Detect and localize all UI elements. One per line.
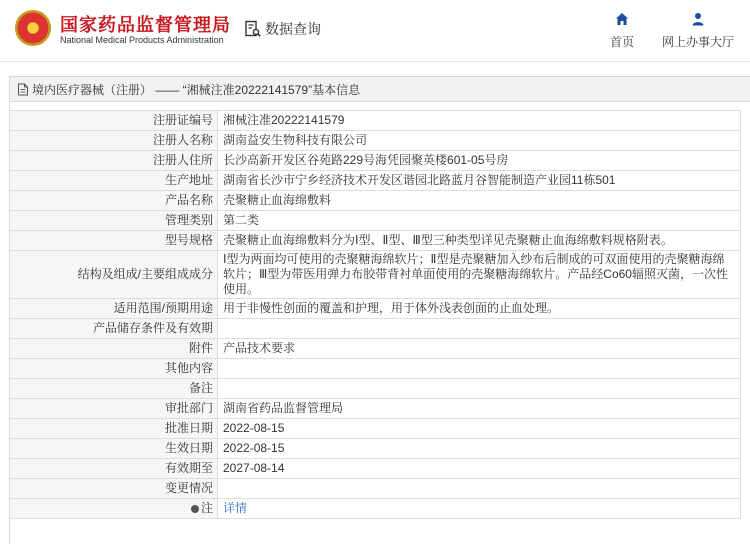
table-row — [10, 111, 741, 131]
field-label: 备注 — [10, 379, 218, 399]
nav-online-label: 网上办事大厅 — [661, 35, 734, 49]
field-value: 产品技术要求 — [218, 339, 741, 359]
panel-title-bar — [10, 77, 750, 102]
field-label: 审批部门 — [10, 399, 218, 419]
field-value: 2027-08-14 — [218, 459, 741, 479]
field-value: 壳聚糖止血海绵敷料分为Ⅰ型、Ⅱ型、Ⅲ型三种类型详见壳聚糖止血海绵敷料规格附表。 — [218, 231, 741, 251]
field-label: 注册人住所 — [10, 151, 218, 171]
table-row — [10, 231, 741, 251]
table-row — [10, 459, 741, 479]
table-row — [10, 359, 741, 379]
info-table-wrap — [9, 110, 741, 519]
field-value: 壳聚糖止血海绵敷料 — [218, 191, 741, 211]
field-label: 管理类别 — [10, 211, 218, 231]
nav-online-service[interactable] — [660, 12, 736, 50]
table-row — [10, 299, 741, 319]
field-value: 长沙高新开发区谷苑路229号海凭园聚英楼601-05号房 — [218, 151, 741, 171]
field-label: 产品储存条件及有效期 — [10, 319, 218, 339]
field-label: 适用范围/预期用途 — [10, 299, 218, 319]
table-row — [10, 439, 741, 459]
field-label: 批准日期 — [10, 419, 218, 439]
field-value: Ⅰ型为两面均可使用的壳聚糖海绵软片；Ⅱ型是壳聚糖加入纱布后制成的可双面使用的壳聚糖海绵软片；Ⅲ型为带医用弹力布胶带背衬单面使用的壳聚糖海绵软片。产品经Co60辐照灭菌，一次性使用。 — [218, 251, 741, 299]
note-row — [10, 499, 741, 519]
field-label: 结构及组成/主要组成成分 — [10, 251, 218, 299]
field-value — [218, 319, 741, 339]
field-label: 注册证编号 — [10, 111, 218, 131]
panel-title: 境内医疗器械（注册） —— “湘械注准20222141579”基本信息 — [32, 82, 361, 97]
data-query-label: 数据查询 — [265, 21, 321, 37]
nav-home-label: 首页 — [609, 35, 634, 49]
field-label: 其他内容 — [10, 359, 218, 379]
note-key — [10, 499, 218, 519]
table-row — [10, 251, 741, 299]
field-value: 湘械注准20222141579 — [218, 111, 741, 131]
bulb-icon — [191, 505, 199, 513]
info-table — [9, 110, 741, 519]
field-value: 2022-08-15 — [218, 439, 741, 459]
nav-home[interactable] — [606, 12, 638, 50]
user-icon — [691, 12, 705, 26]
table-row — [10, 151, 741, 171]
field-label: 有效期至 — [10, 459, 218, 479]
national-emblem-logo — [15, 10, 51, 46]
field-value: 2022-08-15 — [218, 419, 741, 439]
site-header — [0, 0, 750, 62]
field-label: 附件 — [10, 339, 218, 359]
brand-title-en: National Medical Products Administration — [60, 35, 224, 45]
field-value — [218, 359, 741, 379]
field-value: 湖南益安生物科技有限公司 — [218, 131, 741, 151]
note-value — [218, 499, 741, 519]
field-value — [218, 479, 741, 499]
table-row — [10, 479, 741, 499]
document-search-icon — [244, 20, 262, 38]
table-row — [10, 379, 741, 399]
field-label: 型号规格 — [10, 231, 218, 251]
table-row — [10, 399, 741, 419]
field-label: 产品名称 — [10, 191, 218, 211]
table-row — [10, 319, 741, 339]
field-value — [218, 379, 741, 399]
table-row — [10, 171, 741, 191]
field-label: 生产地址 — [10, 171, 218, 191]
field-value: 湖南省药品监督管理局 — [218, 399, 741, 419]
table-row — [10, 419, 741, 439]
field-label: 变更情况 — [10, 479, 218, 499]
data-query-link[interactable] — [244, 19, 321, 39]
field-value: 湖南省长沙市宁乡经济技术开发区谐园北路蓝月谷智能制造产业园11栋501 — [218, 171, 741, 191]
field-value: 第二类 — [218, 211, 741, 231]
detail-link[interactable]: 详情 — [223, 501, 248, 515]
table-row — [10, 211, 741, 231]
home-icon — [615, 12, 629, 26]
document-icon — [17, 83, 29, 96]
table-row — [10, 191, 741, 211]
field-value: 用于非慢性创面的覆盖和护理，用于体外浅表创面的止血处理。 — [218, 299, 741, 319]
table-row — [10, 339, 741, 359]
brand-title-cn[interactable]: 国家药品监督管理局 — [60, 15, 231, 35]
field-label: 生效日期 — [10, 439, 218, 459]
field-label: 注册人名称 — [10, 131, 218, 151]
table-row — [10, 131, 741, 151]
note-label: 注 — [200, 501, 213, 515]
